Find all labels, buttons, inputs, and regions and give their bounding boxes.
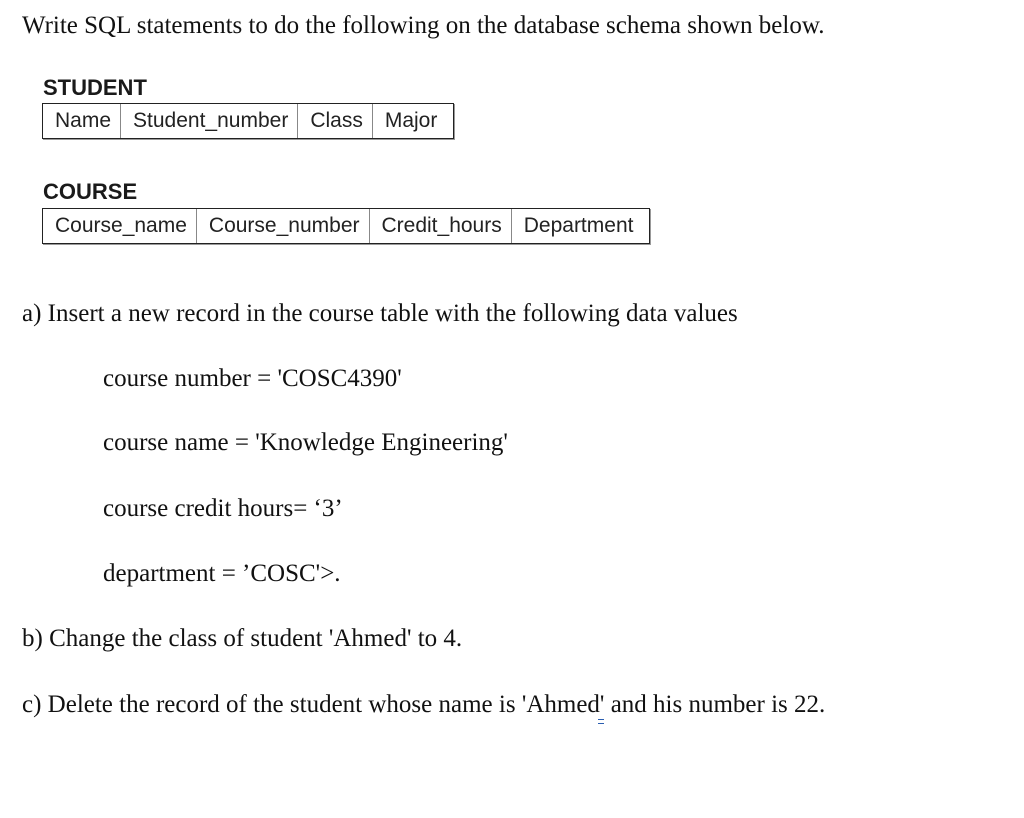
credit-hours-value: course credit hours= ‘3’ xyxy=(103,495,343,522)
course-table xyxy=(42,208,650,244)
course-column-header: Course_number xyxy=(197,209,370,243)
course-column-header: Course_name xyxy=(43,209,197,243)
question-c-text xyxy=(22,692,825,717)
student-column-header: Student_number xyxy=(121,104,298,138)
student-column-header: Major xyxy=(384,109,438,132)
question-c-marked-quote: ' xyxy=(599,691,605,718)
instruction-text: Write SQL statements to do the following on the database schema shown below. xyxy=(22,12,825,39)
student-column-header: Class xyxy=(298,104,373,138)
question-c-text-after: and his number is 22. xyxy=(604,691,826,718)
course-column-header: Department xyxy=(523,214,634,237)
student-table-label: STUDENT xyxy=(43,75,147,100)
student-column-header: Name xyxy=(43,104,121,138)
course-name-value: course name = 'Knowledge Engineering' xyxy=(103,429,508,456)
course-column-header: Credit_hours xyxy=(370,209,512,243)
course-number-value: course number = 'COSC4390' xyxy=(103,365,402,392)
question-c-text-before: c) Delete the record of the student whose name is 'Ahmed xyxy=(22,691,600,718)
question-b-text: b) Change the class of student 'Ahmed' to 4. xyxy=(22,625,463,652)
department-value: department = ’COSC'>. xyxy=(103,560,341,587)
student-table xyxy=(42,103,454,139)
question-a-text: a) Insert a new record in the course table with the following data values xyxy=(22,300,738,327)
course-table-label: COURSE xyxy=(43,179,138,204)
